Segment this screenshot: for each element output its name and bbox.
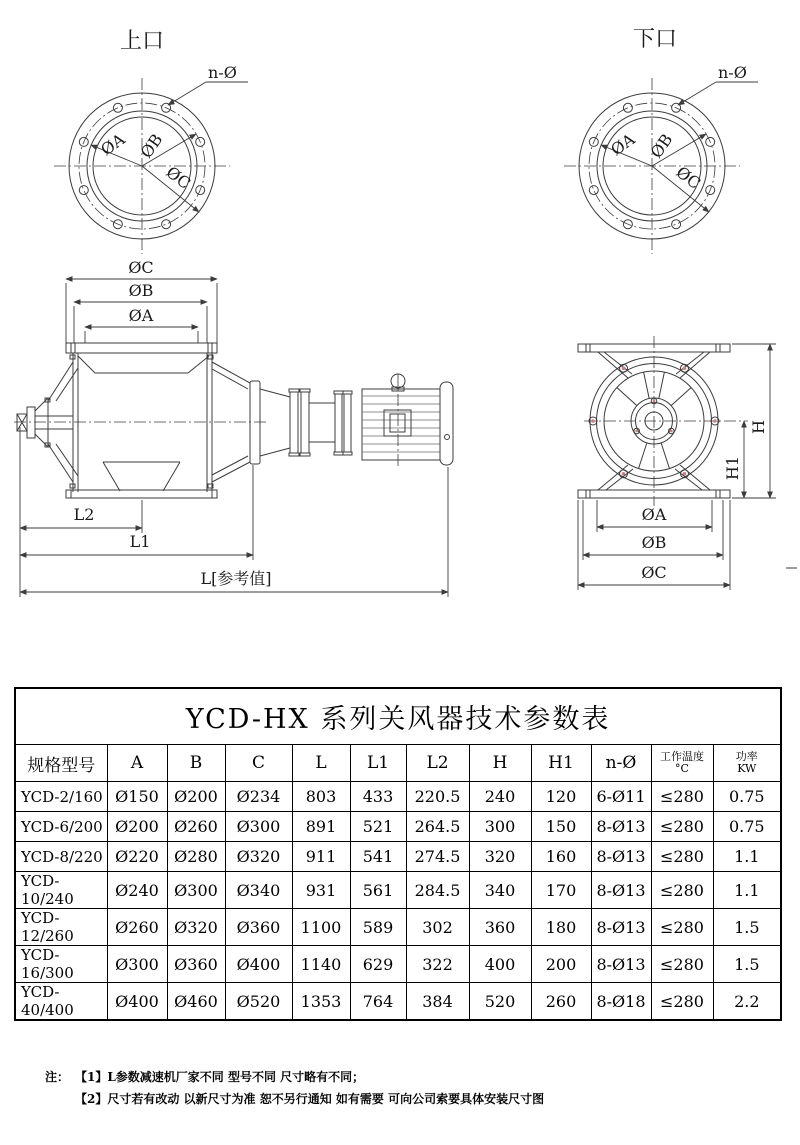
table-row [15, 842, 781, 872]
value-cell: Ø400 [225, 946, 292, 983]
value-cell: 803 [292, 782, 350, 812]
value-cell: ≤280 [651, 842, 713, 872]
model-cell: YCD-16/300 [15, 946, 107, 983]
side-view-drawing [10, 255, 460, 615]
value-cell: 8-Ø13 [591, 909, 651, 946]
dim-label-l: L[参考值] [200, 569, 272, 588]
col-header-l1: L1 [350, 745, 406, 782]
model-cell: YCD-2/160 [15, 782, 107, 812]
value-cell: 340 [469, 872, 531, 909]
table-row [15, 872, 781, 909]
col-header-power [713, 745, 781, 782]
value-cell: 629 [350, 946, 406, 983]
value-cell: 8-Ø13 [591, 812, 651, 842]
value-cell: 561 [350, 872, 406, 909]
spec-table [14, 687, 782, 1021]
value-cell: 400 [469, 946, 531, 983]
col-header-b: B [167, 745, 225, 782]
bolt-count-label: n-Ø [718, 63, 747, 82]
top-port-title: 上口 [119, 29, 165, 54]
col-header-a: A [107, 745, 167, 782]
note-1-text: 【1】L参数减速机厂家不同 型号不同 尺寸略有不同； [75, 1070, 365, 1084]
value-cell: Ø150 [107, 782, 167, 812]
table-row [15, 946, 781, 983]
dim-label-oc: ØC [128, 258, 154, 277]
value-cell: 1100 [292, 909, 350, 946]
value-cell: 320 [469, 842, 531, 872]
table-header-row [15, 745, 781, 782]
value-cell: 6-Ø11 [591, 782, 651, 812]
value-cell: ≤280 [651, 983, 713, 1021]
col-header-n: n-Ø [591, 745, 651, 782]
value-cell: 284.5 [406, 872, 469, 909]
value-cell: 8-Ø18 [591, 983, 651, 1021]
dim-label-oa: ØA [97, 129, 129, 160]
value-cell: Ø240 [107, 872, 167, 909]
value-cell: 891 [292, 812, 350, 842]
value-cell: Ø320 [167, 909, 225, 946]
value-cell: 1140 [292, 946, 350, 983]
temp-header-line1: 工作温度 [660, 750, 704, 763]
value-cell: 260 [531, 983, 591, 1021]
value-cell: Ø320 [225, 842, 292, 872]
power-header-line1: 功率 [735, 750, 758, 763]
dim-label-oa: ØA [641, 505, 667, 524]
value-cell: 1.5 [713, 946, 781, 983]
dim-label-oc: ØC [641, 563, 667, 582]
value-cell: 170 [531, 872, 591, 909]
value-cell: 8-Ø13 [591, 842, 651, 872]
top-port-flange-drawing [20, 12, 270, 262]
value-cell: Ø340 [225, 872, 292, 909]
dim-label-oa: ØA [128, 306, 154, 325]
note-line-1 [45, 1066, 544, 1088]
value-cell: 911 [292, 842, 350, 872]
bottom-port-flange-drawing [530, 12, 780, 262]
value-cell: 521 [350, 812, 406, 842]
value-cell: 200 [531, 946, 591, 983]
value-cell: 8-Ø13 [591, 872, 651, 909]
value-cell: Ø280 [167, 842, 225, 872]
dim-label-l1: L1 [129, 532, 151, 551]
model-cell: YCD-10/240 [15, 872, 107, 909]
bolt-count-label: n-Ø [208, 63, 237, 82]
value-cell: Ø260 [107, 909, 167, 946]
table-title-row [15, 688, 781, 745]
value-cell: 8-Ø13 [591, 946, 651, 983]
value-cell: Ø460 [167, 983, 225, 1021]
value-cell: ≤280 [651, 782, 713, 812]
end-view-drawing [540, 330, 800, 620]
col-header-h: H [469, 745, 531, 782]
note-line-2 [45, 1088, 544, 1110]
value-cell: ≤280 [651, 872, 713, 909]
value-cell: 322 [406, 946, 469, 983]
value-cell: 1.5 [713, 909, 781, 946]
table-row [15, 909, 781, 946]
value-cell: 764 [350, 983, 406, 1021]
dim-label-ob: ØB [646, 130, 677, 162]
dim-label-oc: ØC [672, 162, 705, 193]
value-cell: 433 [350, 782, 406, 812]
value-cell: ≤280 [651, 946, 713, 983]
dim-label-ob: ØB [641, 533, 667, 552]
value-cell: ≤280 [651, 909, 713, 946]
dim-label-ob: ØB [128, 281, 154, 300]
model-cell: YCD-6/200 [15, 812, 107, 842]
value-cell: 120 [531, 782, 591, 812]
table-row [15, 983, 781, 1021]
value-cell: 264.5 [406, 812, 469, 842]
dim-label-l2: L2 [73, 505, 95, 524]
model-cell: YCD-8/220 [15, 842, 107, 872]
value-cell: Ø200 [107, 812, 167, 842]
dim-label-ob: ØB [136, 130, 167, 162]
model-cell: YCD-12/260 [15, 909, 107, 946]
note-prefix: 注： [45, 1070, 70, 1084]
dim-label-oa: ØA [607, 129, 639, 160]
col-header-model: 规格型号 [15, 745, 107, 782]
value-cell: 541 [350, 842, 406, 872]
value-cell: 520 [469, 983, 531, 1021]
notes [45, 1066, 544, 1110]
value-cell: Ø360 [167, 946, 225, 983]
value-cell: 1353 [292, 983, 350, 1021]
value-cell: Ø300 [167, 872, 225, 909]
value-cell: 300 [469, 812, 531, 842]
value-cell: Ø360 [225, 909, 292, 946]
value-cell: 302 [406, 909, 469, 946]
value-cell: 384 [406, 983, 469, 1021]
col-header-h1: H1 [531, 745, 591, 782]
motor [362, 374, 453, 467]
table-row [15, 782, 781, 812]
col-header-l: L [292, 745, 350, 782]
spec-table-body [15, 782, 781, 1021]
value-cell: 220.5 [406, 782, 469, 812]
value-cell: 2.2 [713, 983, 781, 1021]
dim-label-oc: ØC [162, 162, 195, 193]
value-cell: Ø520 [225, 983, 292, 1021]
dim-label-h: H [749, 420, 768, 434]
value-cell: Ø220 [107, 842, 167, 872]
bottom-port-title: 下口 [632, 27, 678, 52]
col-header-temp [651, 745, 713, 782]
value-cell: Ø400 [107, 983, 167, 1021]
value-cell: 1.1 [713, 842, 781, 872]
value-cell: 360 [469, 909, 531, 946]
dim-label-h1: H1 [723, 455, 742, 481]
model-cell: YCD-40/400 [15, 983, 107, 1021]
value-cell: ≤280 [651, 812, 713, 842]
table-title: YCD-HX 系列关风器技术参数表 [15, 688, 781, 745]
value-cell: 589 [350, 909, 406, 946]
note-2-text: 【2】尺寸若有改动 以新尺寸为准 恕不另行通知 如有需要 可向公司索要具体安装尺寸图 [75, 1092, 545, 1106]
col-header-c: C [225, 745, 292, 782]
value-cell: Ø260 [167, 812, 225, 842]
value-cell: 0.75 [713, 782, 781, 812]
value-cell: 274.5 [406, 842, 469, 872]
temp-header-line2: °C [675, 762, 689, 775]
value-cell: 931 [292, 872, 350, 909]
value-cell: 150 [531, 812, 591, 842]
value-cell: 1.1 [713, 872, 781, 909]
power-header-line2: KW [737, 762, 757, 775]
value-cell: Ø300 [107, 946, 167, 983]
value-cell: Ø200 [167, 782, 225, 812]
value-cell: Ø234 [225, 782, 292, 812]
value-cell: 0.75 [713, 812, 781, 842]
table-row [15, 812, 781, 842]
value-cell: 240 [469, 782, 531, 812]
col-header-l2: L2 [406, 745, 469, 782]
value-cell: 180 [531, 909, 591, 946]
value-cell: Ø300 [225, 812, 292, 842]
value-cell: 160 [531, 842, 591, 872]
